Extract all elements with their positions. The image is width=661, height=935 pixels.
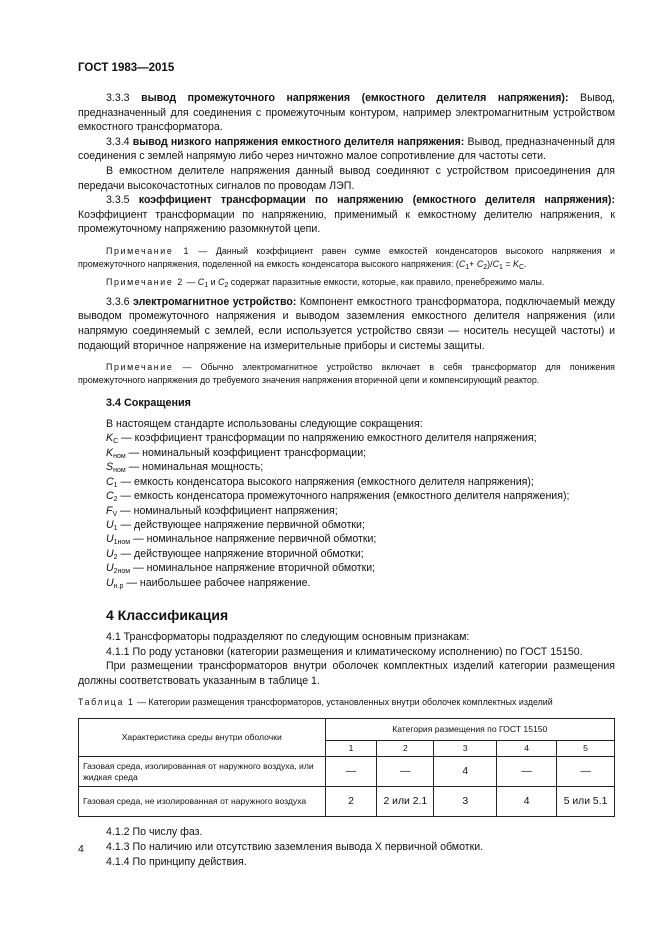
abbreviations-list: [78, 431, 615, 589]
clause-4-1-4: 4.1.4 По принципу действия.: [106, 855, 247, 868]
abbreviation-item: $K_{ном}$ — номинальный коэффициент трансформации;: [106, 446, 367, 460]
table-column-header: 3: [434, 741, 497, 757]
clause-term: вывод низкого напряжения емкостного делителя напряжения:: [132, 135, 465, 148]
clause-definition: Вывод, предназначенный для соединения с промежуточным контуром, например электромагнитным устройством емкостного трансформатора.: [78, 92, 615, 134]
clause-definition: Коэффициент трансформации по напряжению, применимый к емкостному делителю напряжения, к промежуточному напряжению разомкнутой цепи.: [78, 208, 615, 236]
table-cell: —: [497, 757, 557, 787]
clause-4-1: 4.1 Трансформаторы подразделяют по следующим основным признакам:: [106, 630, 470, 643]
abbreviations-intro: В настоящем стандарте использованы следующие сокращения:: [106, 417, 423, 430]
abbreviation-item: $C_1$ — емкость конденсатора высокого напряжения (емкостного делителя напряжения);: [106, 475, 534, 489]
clause-3-3-3: [78, 91, 615, 135]
table-cell: 4: [497, 787, 557, 817]
abbreviation-item: $U_{н.р}$ — наибольшее рабочее напряжение.: [106, 576, 311, 590]
table-column-header: Характеристика среды внутри оболочки: [79, 719, 326, 757]
clause-definition: Компонент емкостного трансформатора, подключаемый между выводом промежуточного напряжения и выводом заземления емкостного делителя напряжения (или напрямую соединяемый с землей, если используется устройство связи — носитель несущей частоты) и подающий вторичное напряжение на измерительные приборы и системы защиты.: [78, 295, 615, 352]
abbreviation-item: $U_1$ — действующее напряжение первичной обмотки;: [106, 518, 365, 532]
table-cell: 5 или 5.1: [557, 787, 615, 817]
table-row-label: Газовая среда, изолированная от наружного воздуха, или жидкая среда: [79, 757, 326, 787]
page-header: ГОСТ 1983—2015: [78, 62, 175, 74]
note-3: Примечание — Обычно электромагнитное устройство включает в себя трансформатор для понижения промежуточного напряжения до требуемого значения напряжения вторичной цепи и компенсирующий реактор.: [78, 362, 615, 385]
clause-term: вывод промежуточного напряжения (емкостного делителя напряжения):: [141, 92, 569, 104]
table-cell: 4: [434, 757, 497, 787]
table-cell: —: [557, 757, 615, 787]
clause-definition: Вывод, предназначенный для соединения с землей напрямую либо через ничтожно малое сопротивление для частоты сети.: [78, 135, 615, 163]
abbreviation-item: $K_C$ — коэффициент трансформации по напряжению емкостного делителя напряжения;: [106, 432, 537, 446]
clause-4-1-1-continuation: При размещении трансформаторов внутри оболочек комплектных изделий категории размещения должны соответствовать указанным в таблице 1.: [78, 660, 615, 687]
note-2: Примечание 2 — $C_1$ и $C_2$ содержат паразитные емкости, которые, как правило, пренебрежимо малы.: [106, 277, 545, 290]
clause-term: коэффициент трансформации по напряжению (емкостного делителя напряжения):: [138, 194, 615, 207]
abbreviation-item: $C_2$ — емкость конденсатора промежуточного напряжения (емкостного делителя напряжения);: [106, 490, 570, 504]
clause-number: 3.3.4: [106, 135, 130, 148]
abbreviation-item: $U_{1ном}$ — номинальное напряжение первичной обмотки;: [106, 533, 377, 547]
clause-term: электромагнитное устройство:: [133, 295, 297, 308]
note-label: Примечание: [106, 362, 174, 373]
table-row: [79, 787, 615, 817]
clause-4-1-3: 4.1.3 По наличию или отсутствию заземления вывода X первичной обмотки.: [106, 840, 484, 853]
abbreviation-item: $U_2$ — действующее напряжение вторичной обмотки;: [106, 547, 364, 561]
table-cell: 3: [434, 787, 497, 817]
table-row: [79, 757, 615, 787]
table-row-label: Газовая среда, не изолированная от наружного воздуха: [79, 787, 326, 817]
table-cell: 2: [325, 787, 377, 817]
placement-category-table: [78, 718, 615, 817]
abbreviation-item: $U_{2ном}$ — номинальное напряжение вторичной обмотки;: [106, 562, 376, 576]
abbreviation-item: $S_{ном}$ — номинальная мощность;: [106, 461, 264, 475]
clause-number: 3.3.3: [106, 92, 130, 104]
abbreviation-item: $F_V$ — номинальный коэффициент напряжения;: [106, 504, 338, 518]
section-heading-abbreviations: 3.4 Сокращения: [106, 397, 191, 410]
clause-3-3-5: [78, 193, 615, 237]
table-group-header: Категория размещения по ГОСТ 15150: [325, 719, 615, 741]
note-label: Примечание 1: [106, 245, 190, 256]
clause-3-3-4-continuation: В емкостном делителе напряжения данный вывод соединяют с устройством присоединения для передачи высокочастотных сигналов по проводам ЛЭП.: [78, 164, 615, 192]
table-header-row: [79, 719, 615, 741]
table-cell: 2 или 2.1: [377, 787, 434, 817]
section-heading-classification: 4 Классификация: [106, 606, 229, 623]
table-column-header: 2: [377, 741, 434, 757]
table-column-header: 4: [497, 741, 557, 757]
clause-3-3-4: [78, 135, 615, 164]
table-cell: —: [325, 757, 377, 787]
clause-number: 3.3.6: [106, 295, 130, 308]
note-1: Примечание 1 — Данный коэффициент равен сумме емкостей конденсаторов высокого напряжения и промежуточного напряжения, поделенной на емкость конденсатора высокого напряжения: $(C_1+ C_2)/C_1 = K_C$.: [78, 245, 615, 271]
clause-number: 3.3.5: [106, 194, 130, 207]
clause-4-1-1: 4.1.1 По роду установки (категории размещения и климатическому исполнению) по ГОСТ 15150.: [106, 645, 583, 658]
table-label: Таблица 1: [78, 697, 135, 708]
page-number: 4: [78, 843, 84, 855]
table-caption: Таблица 1 — Категории размещения трансформаторов, установленных внутри оболочек комплектных изделий: [78, 697, 553, 708]
note-label: Примечание 2: [106, 277, 184, 288]
table-cell: —: [377, 757, 434, 787]
page-content: [78, 91, 615, 869]
clause-4-1-2: 4.1.2 По числу фаз.: [106, 826, 203, 839]
table-column-header: 5: [557, 741, 615, 757]
clause-3-3-6: [78, 295, 615, 353]
table-column-header: 1: [325, 741, 377, 757]
